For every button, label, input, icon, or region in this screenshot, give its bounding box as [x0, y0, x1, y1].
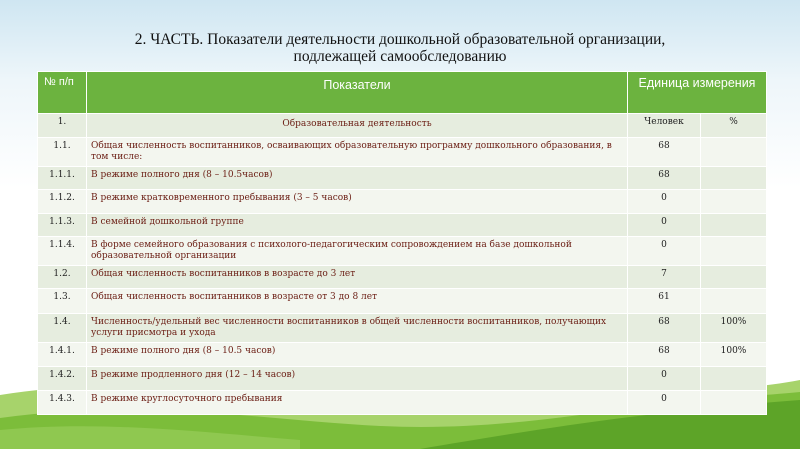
row-number: 1.	[38, 114, 87, 138]
header-indicator: Показатели	[87, 72, 628, 114]
row-number: 1.1.2.	[38, 190, 87, 214]
row-indicator: В режиме кратковременного пребывания (3 – 5 часов)	[87, 190, 628, 214]
row-indicator: В форме семейного образования с психолого-педагогическим сопровождением на базе дошкольной образовательной организации	[87, 237, 628, 266]
row-percent	[701, 266, 767, 289]
row-value: 0	[628, 214, 701, 237]
row-value: 61	[628, 289, 701, 314]
row-percent: 100%	[701, 343, 767, 367]
table-row	[38, 237, 767, 266]
row-indicator: В режиме продленного дня (12 – 14 часов)	[87, 367, 628, 391]
row-percent	[701, 289, 767, 314]
row-percent	[701, 214, 767, 237]
table-row	[38, 266, 767, 289]
header-num: № п/п	[38, 72, 87, 114]
row-percent	[701, 391, 767, 415]
row-number: 1.4.1.	[38, 343, 87, 367]
row-value: 68	[628, 343, 701, 367]
row-value: 68	[628, 167, 701, 190]
title-line-1: 2. ЧАСТЬ. Показатели деятельности дошкольной образовательной организации,	[134, 31, 666, 48]
row-number: 1.4.	[38, 314, 87, 343]
row-indicator: В режиме круглосуточного пребывания	[87, 391, 628, 415]
row-percent	[701, 367, 767, 391]
row-number: 1.1.4.	[38, 237, 87, 266]
row-indicator: В режиме полного дня (8 – 10.5 часов)	[87, 343, 628, 367]
row-indicator: Численность/удельный вес численности воспитанников в общей численности воспитанников, получающих услуги присмотра и ухода	[87, 314, 628, 343]
row-value: 0	[628, 391, 701, 415]
table-row	[38, 314, 767, 343]
row-value: 68	[628, 314, 701, 343]
row-indicator: Общая численность воспитанников в возрасте от 3 до 8 лет	[87, 289, 628, 314]
row-number: 1.1.1.	[38, 167, 87, 190]
table-row	[38, 190, 767, 214]
row-number: 1.1.3.	[38, 214, 87, 237]
table-row	[38, 367, 767, 391]
row-percent: %	[701, 114, 767, 138]
slide-title	[40, 31, 760, 65]
indicators-table	[37, 71, 767, 415]
header-unit: Единица измерения	[628, 72, 767, 114]
title-line-2: подлежащей самообследованию	[293, 48, 507, 65]
table-row	[38, 167, 767, 190]
row-value: 7	[628, 266, 701, 289]
row-percent	[701, 167, 767, 190]
row-value: Человек	[628, 114, 701, 138]
table-row	[38, 114, 767, 138]
row-number: 1.4.2.	[38, 367, 87, 391]
row-value: 68	[628, 138, 701, 167]
row-indicator: Общая численность воспитанников в возрасте до 3 лет	[87, 266, 628, 289]
row-number: 1.2.	[38, 266, 87, 289]
row-indicator: Образовательная деятельность	[87, 114, 628, 138]
row-indicator: В семейной дошкольной группе	[87, 214, 628, 237]
table-row	[38, 214, 767, 237]
row-value: 0	[628, 237, 701, 266]
row-value: 0	[628, 190, 701, 214]
row-percent: 100%	[701, 314, 767, 343]
row-indicator: В режиме полного дня (8 – 10.5часов)	[87, 167, 628, 190]
row-number: 1.4.3.	[38, 391, 87, 415]
table-row	[38, 138, 767, 167]
table-row	[38, 391, 767, 415]
table-row	[38, 289, 767, 314]
row-number: 1.1.	[38, 138, 87, 167]
row-percent	[701, 138, 767, 167]
row-indicator: Общая численность воспитанников, осваивающих образовательную программу дошкольного образования, в том числе:	[87, 138, 628, 167]
row-number: 1.3.	[38, 289, 87, 314]
row-percent	[701, 190, 767, 214]
table-row	[38, 343, 767, 367]
row-percent	[701, 237, 767, 266]
row-value: 0	[628, 367, 701, 391]
